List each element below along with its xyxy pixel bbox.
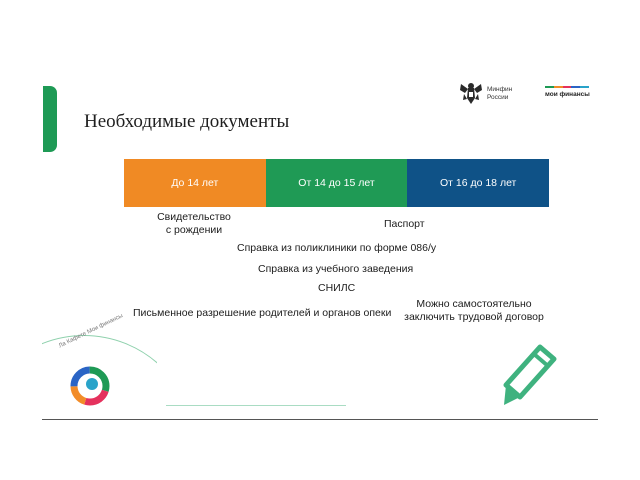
stripe-red: [563, 86, 572, 88]
accent-bar: [43, 86, 57, 152]
band-14-15: От 14 до 15 лет: [266, 159, 408, 207]
doc-snils: СНИЛС: [318, 282, 356, 294]
colorful-ring-logo-icon: [62, 356, 118, 412]
moi-finansy-text: мои финансы: [545, 91, 590, 98]
band-16-18: От 16 до 18 лет: [407, 159, 549, 207]
minfin-name: Минфин России: [487, 86, 513, 101]
footer-divider: [42, 419, 598, 420]
doc-clinic-certificate: Справка из поликлиники по форме 086/у: [237, 242, 437, 254]
doc-school-certificate: Справка из учебного заведения: [258, 263, 414, 275]
stripe-cyan: [580, 86, 589, 88]
divider-accent: [166, 405, 346, 406]
doc-parental-permission: Письменное разрешение родителей и органов опеки: [133, 307, 392, 319]
doc-self-contract: Можно самостоятельно заключить трудовой договор: [404, 298, 544, 323]
stripe-blue: [571, 86, 580, 88]
stripe-orange: [554, 86, 563, 88]
band-under-14: До 14 лет: [124, 159, 266, 207]
moi-finansy-stripes: [545, 83, 589, 88]
doc-passport: Паспорт: [384, 218, 425, 230]
doc-birth-certificate: Свидетельство с рождении: [157, 211, 231, 236]
moi-finansy-logo: [545, 83, 595, 103]
logo-tagline: Ла Кафете Мои финансы: [58, 313, 125, 350]
age-bands: [124, 159, 549, 207]
stripe-green: [545, 86, 554, 88]
pencil-icon: [500, 343, 558, 409]
minfin-logo: [459, 80, 531, 106]
eagle-emblem-icon: [459, 80, 483, 106]
slide-title: Необходимые документы: [84, 111, 290, 132]
